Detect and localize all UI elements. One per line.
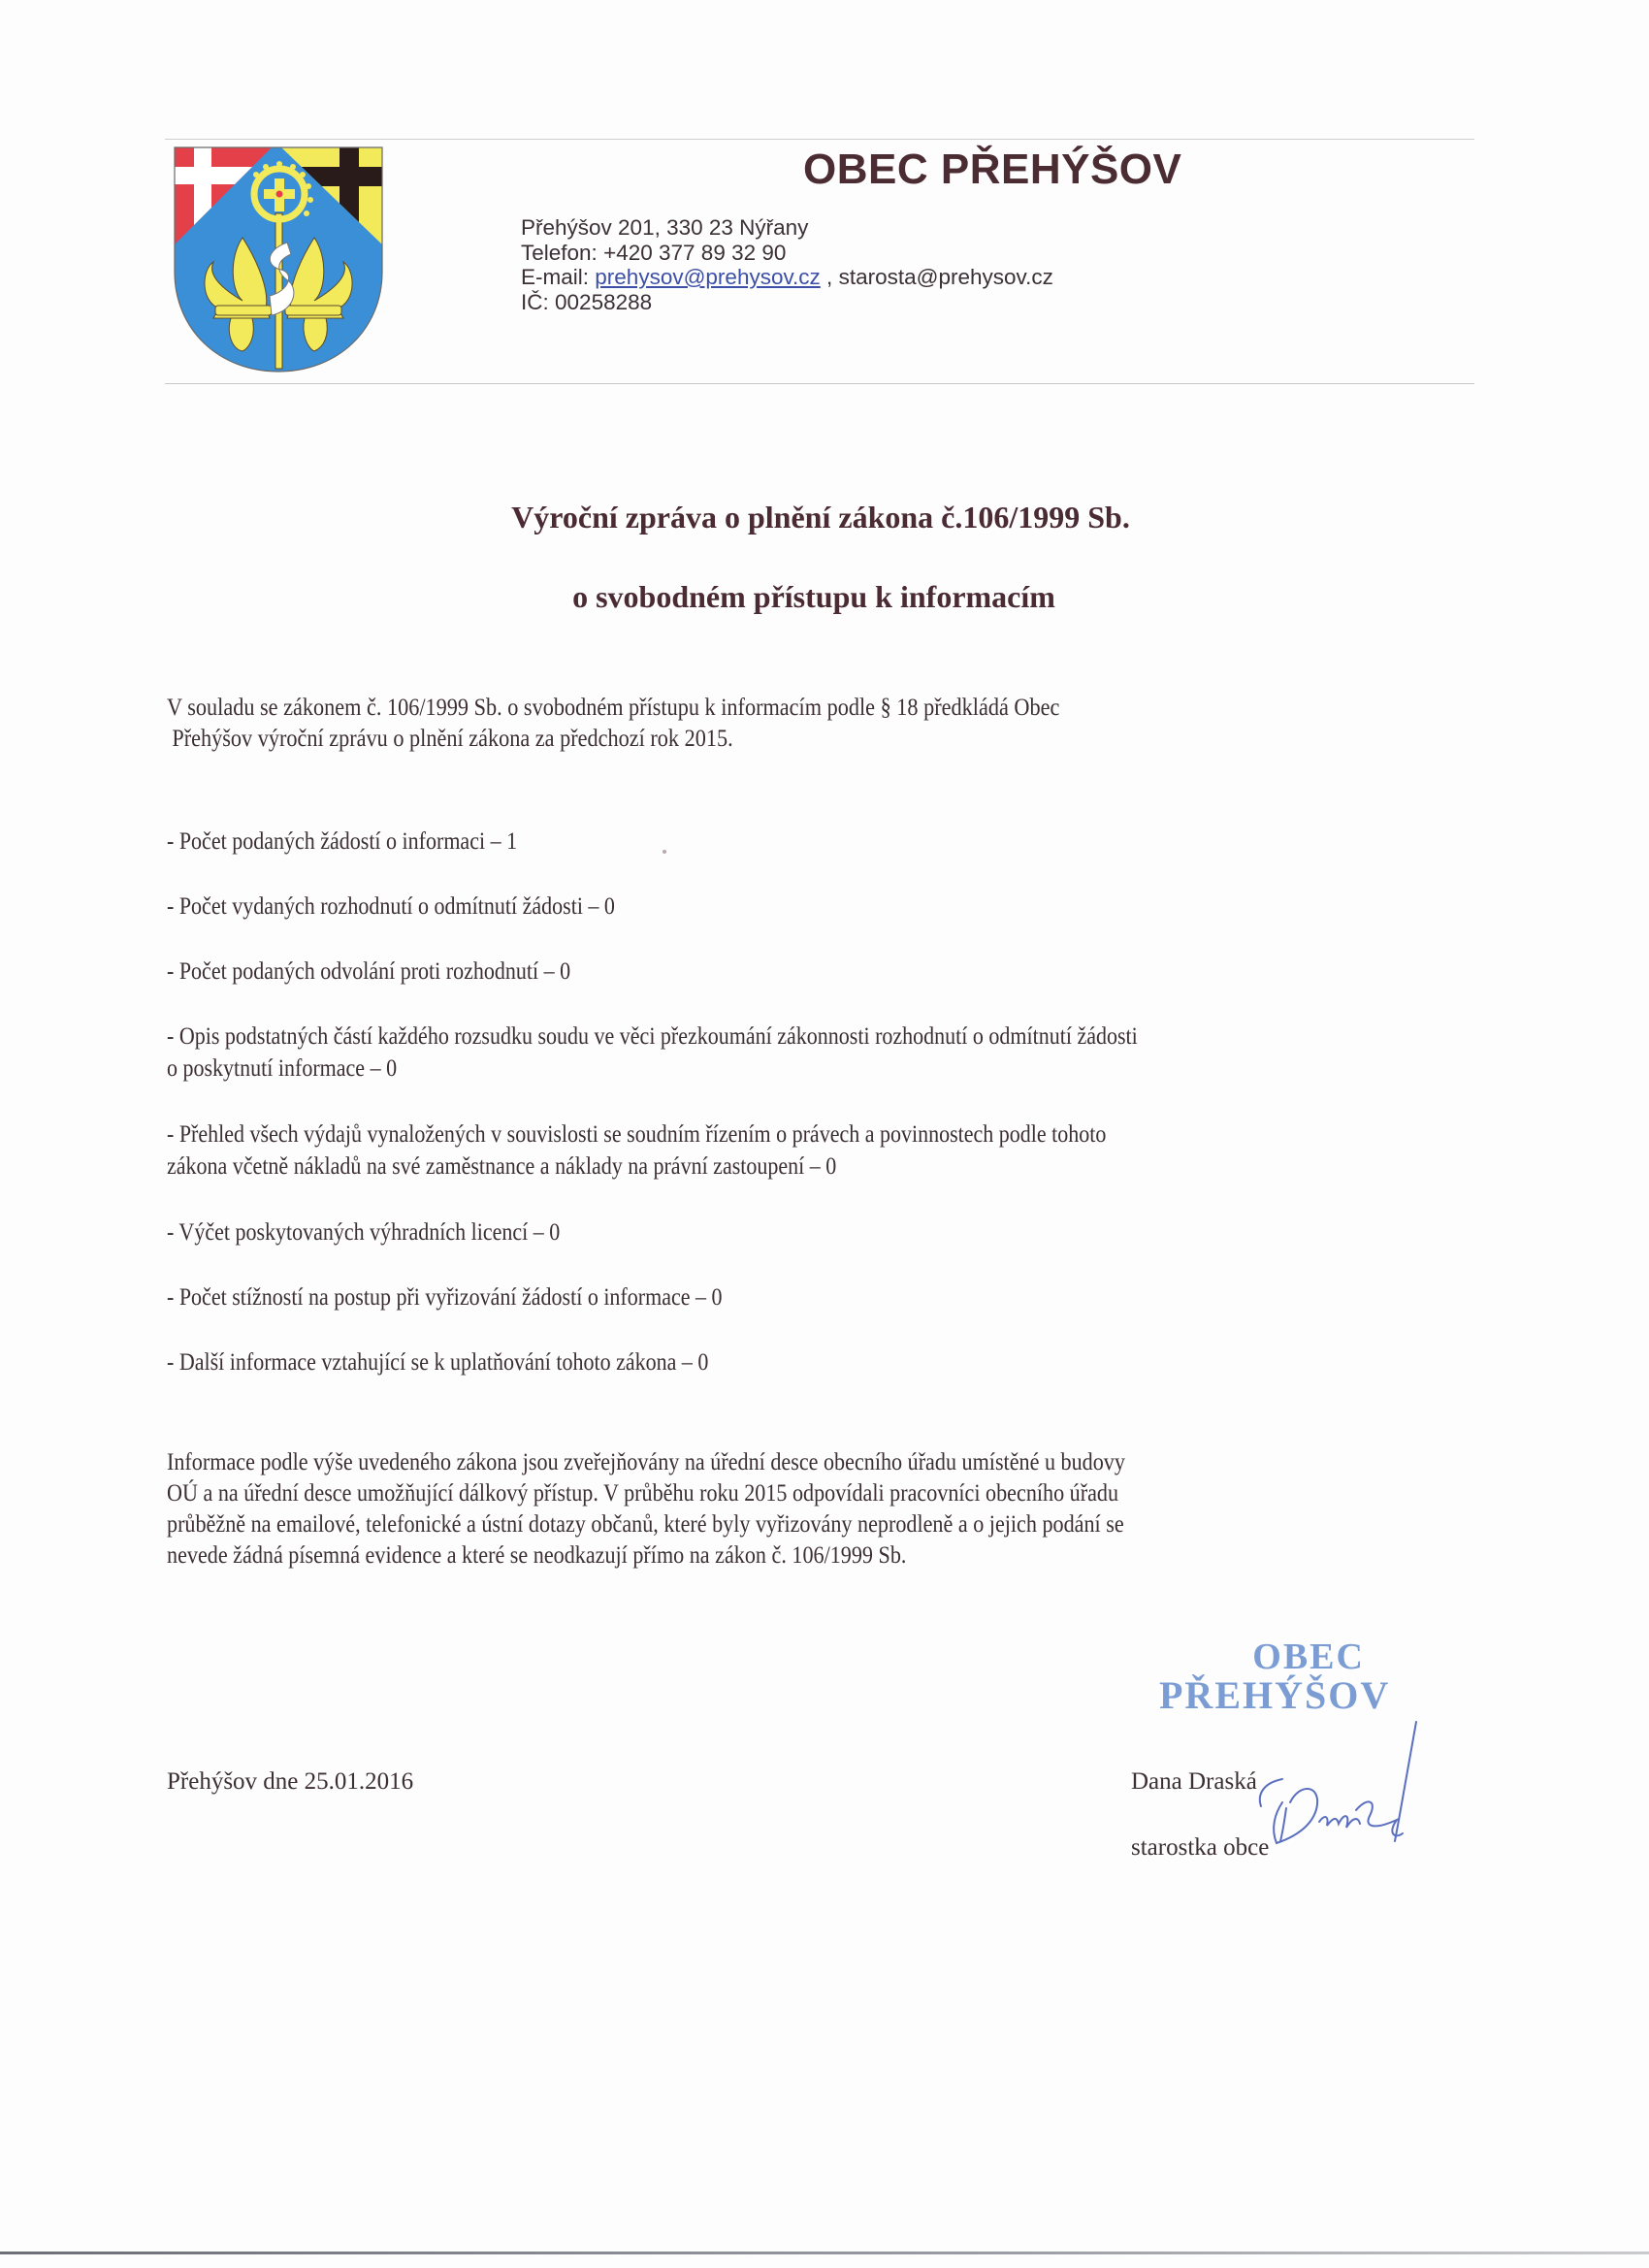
report-item-licences — [167, 1216, 560, 1249]
report-item-line: - Přehled všech výdajů vynaložených v souvislosti se soudním řízením o právech a povinnostech podle tohoto — [167, 1121, 1107, 1148]
report-item-rejections — [167, 891, 615, 923]
closing-paragraph — [167, 1447, 1480, 1571]
signature-icon — [1232, 1707, 1465, 1901]
stamp-line: OBEC — [1252, 1636, 1365, 1677]
document-title: Výroční zpráva o plnění zákona č.106/1999 Sb. — [511, 500, 1130, 535]
report-item-requests — [167, 826, 517, 859]
report-item-court-rulings — [167, 1021, 1138, 1085]
phone-number: +420 377 89 32 90 — [603, 240, 787, 265]
place-and-date: Přehýšov dne 25.01.2016 — [167, 1768, 414, 1795]
phone-line — [521, 241, 1053, 266]
closing-line: Informace podle výše uvedeného zákona jsou zveřejňovány na úřední desce obecního úřadu umístěné u budovy — [167, 1449, 1125, 1475]
email-line — [521, 265, 1053, 290]
scan-edge — [0, 2252, 1649, 2254]
report-item-appeals — [167, 956, 570, 988]
report-item-line: - Počet vydaných rozhodnutí o odmítnutí žádosti – 0 — [167, 893, 615, 920]
intro-line: Přehýšov výroční zprávu o plnění zákona za předchozí rok 2015. — [172, 726, 733, 752]
document-subtitle: o svobodném přístupu k informacím — [572, 579, 1055, 614]
stamp-line: PŘEHÝŠOV — [1159, 1673, 1391, 1717]
ico-label: IČ: — [521, 289, 549, 314]
email-secondary: starosta@prehysov.cz — [838, 265, 1053, 289]
report-item-complaints — [167, 1281, 722, 1314]
intro-paragraph — [167, 693, 1488, 755]
report-item-line: - Výčet poskytovaných výhradních licencí – 0 — [167, 1219, 561, 1246]
phone-label: Telefon: — [521, 240, 598, 265]
header-bottom-rule — [165, 383, 1474, 384]
scan-speck — [663, 850, 666, 854]
ico-line — [521, 290, 1053, 315]
organization-name: OBEC PŘEHÝŠOV — [803, 146, 1182, 193]
report-item-line: - Opis podstatných částí každého rozsudku soudu ve věci přezkoumání zákonnosti rozhodnutí o odmítnutí žádosti — [167, 1023, 1138, 1050]
report-item-line: - Počet stížností na postup při vyřizování žádostí o informace – 0 — [167, 1284, 723, 1311]
report-item-line: - Další informace vztahující se k uplatňování tohoto zákona – 0 — [167, 1349, 709, 1376]
email-separator: , — [820, 265, 839, 289]
email-link-primary[interactable]: prehysov@prehysov.cz — [595, 265, 821, 289]
signer-name: Dana Draská — [1131, 1768, 1257, 1795]
signer-role: starostka obce — [1131, 1834, 1270, 1861]
ico-number: 00258288 — [555, 289, 653, 314]
report-item-court-expenses — [167, 1118, 1106, 1183]
closing-line: OÚ a na úřední desce umožňující dálkový přístup. V průběhu roku 2015 odpovídali pracovníci obecního úřadu — [167, 1480, 1119, 1507]
header-top-rule — [165, 139, 1474, 140]
contact-block — [521, 215, 1053, 314]
report-item-line: - Počet podaných odvolání proti rozhodnutí – 0 — [167, 958, 571, 985]
email-label: E-mail: — [521, 265, 590, 289]
report-item-line: zákona včetně nákladů na své zaměstnance a náklady na právní zastoupení – 0 — [167, 1153, 837, 1180]
address: Přehýšov 201, 330 23 Nýřany — [521, 215, 809, 240]
report-item-line: - Počet podaných žádostí o informaci – 1 — [167, 828, 518, 855]
closing-line: průběžně na emailové, telefonické a ústní dotazy občanů, které byly vyřizovány neprodleně a o jejich podání se — [167, 1511, 1124, 1538]
report-item-other-info — [167, 1346, 708, 1379]
closing-line: nevede žádná písemná evidence a které se neodkazují přímo na zákon č. 106/1999 Sb. — [167, 1542, 907, 1569]
report-item-line: o poskytnutí informace – 0 — [167, 1055, 398, 1082]
coat-of-arms-icon — [173, 146, 384, 373]
intro-line: V souladu se zákonem č. 106/1999 Sb. o svobodném přístupu k informacím podle § 18 předkládá Obec — [167, 695, 1060, 721]
official-stamp — [1159, 1637, 1390, 1715]
